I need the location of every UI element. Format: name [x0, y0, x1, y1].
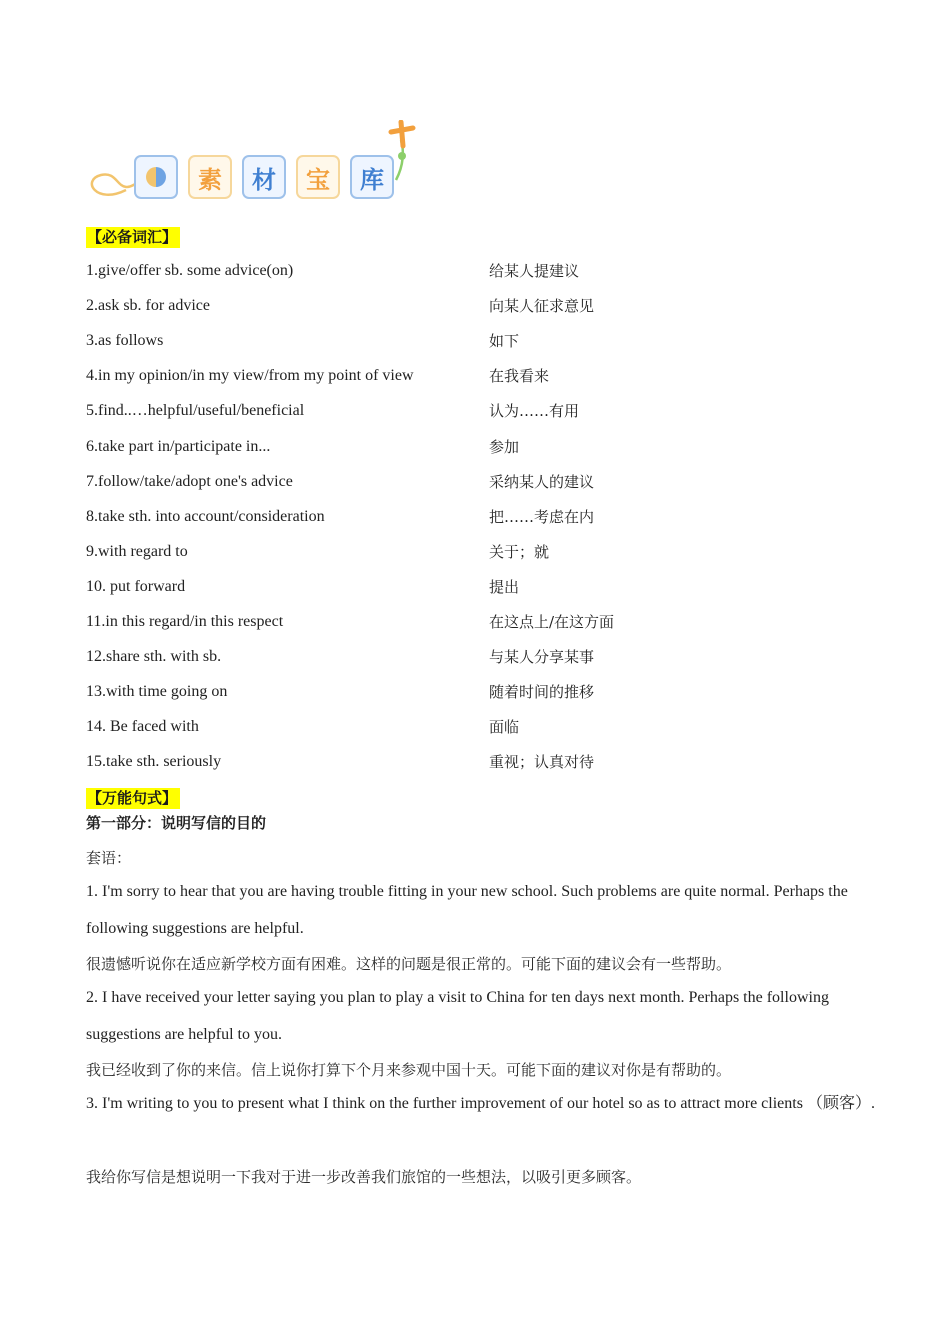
- vocab-row: [86, 259, 866, 283]
- vocab-zh: 在我看来: [489, 367, 550, 385]
- vocab-zh: 重视；认真对待: [489, 753, 595, 771]
- vocab-en: 15.take sth. seriously: [86, 753, 222, 770]
- vocab-en: 12.share sth. with sb.: [86, 648, 222, 665]
- vocab-en: 7.follow/take/adopt one's advice: [86, 473, 293, 490]
- vocab-en: 6.take part in/participate in...: [86, 438, 271, 455]
- vocab-zh: 与某人分享某事: [489, 648, 595, 666]
- vocab-en: 13.with time going on: [86, 683, 228, 700]
- vocab-en: 14. Be faced with: [86, 718, 199, 735]
- half-circle-icon: [146, 167, 166, 187]
- vocab-zh: 如下: [489, 332, 520, 350]
- sentence-en: 1. I'm sorry to hear that you are having trouble fitting in your new school. Such problems are quite normal. Perhaps the following suggestions are helpful.: [86, 883, 848, 937]
- vocab-zh: 关于；就: [489, 543, 550, 561]
- sentence-zh: 我给你写信是想说明一下我对于进一步改善我们旅馆的一些想法，以吸引更多顾客。: [86, 1168, 642, 1186]
- banner-tile: 库: [350, 155, 394, 199]
- vocab-zh: 参加: [489, 438, 520, 456]
- banner-tile: 素: [188, 155, 232, 199]
- vocab-zh: 提出: [489, 578, 520, 596]
- vocab-zh: 认为……有用: [489, 402, 580, 420]
- vocab-en: 10. put forward: [86, 578, 186, 595]
- vocab-section-tag: 【必备词汇】: [86, 227, 180, 248]
- vocab-en: 5.find..…helpful/useful/beneficial: [86, 402, 305, 419]
- banner-tile: 材: [242, 155, 286, 199]
- part-title: 第一部分：说明写信的目的: [86, 814, 267, 832]
- vocab-en: 1.give/offer sb. some advice(on): [86, 262, 294, 279]
- vocab-row: [86, 399, 866, 423]
- vocab-zh: 在这点上/在这方面: [489, 613, 615, 631]
- vocab-zh: 采纳某人的建议: [489, 473, 595, 491]
- vocab-row: [86, 750, 866, 774]
- vocab-row: [86, 329, 866, 353]
- formula-label: 套语：: [86, 849, 132, 867]
- banner-tile-circle: [134, 155, 178, 199]
- banner-logo: [86, 120, 426, 210]
- vocab-en: 4.in my opinion/in my view/from my point of view: [86, 367, 414, 384]
- vocab-en: 9.with regard to: [86, 543, 188, 560]
- sentence-en: 2. I have received your letter saying you plan to play a visit to China for ten days next month. Perhaps the following suggestions are helpful to you.: [86, 989, 829, 1043]
- vocab-row: [86, 470, 866, 494]
- vocab-row: [86, 540, 866, 564]
- vocab-row: [86, 294, 866, 318]
- vocab-en: 8.take sth. into account/consideration: [86, 508, 325, 525]
- vocab-row: [86, 505, 866, 529]
- vocab-row: [86, 364, 866, 388]
- vocab-en: 11.in this regard/in this respect: [86, 613, 284, 630]
- vocab-row: [86, 435, 866, 459]
- vocab-zh: 向某人征求意见: [489, 297, 595, 315]
- sentence-zh: 我已经收到了你的来信。信上说你打算下个月来参观中国十天。可能下面的建议对你是有帮助的。: [86, 1061, 732, 1079]
- vocab-row: [86, 715, 866, 739]
- vocab-row: [86, 575, 866, 599]
- vocab-zh: 随着时间的推移: [489, 683, 595, 701]
- vocab-row: [86, 680, 866, 704]
- vocab-zh: 给某人提建议: [489, 262, 580, 280]
- banner-tile: 宝: [296, 155, 340, 199]
- vocab-en: 2.ask sb. for advice: [86, 297, 210, 314]
- vocab-en: 3.as follows: [86, 332, 164, 349]
- sentence-zh: 很遗憾听说你在适应新学校方面有困难。这样的问题是很正常的。可能下面的建议会有一些帮助。: [86, 955, 732, 973]
- vocab-row: [86, 645, 866, 669]
- vocab-zh: 面临: [489, 718, 520, 736]
- sentence-section-tag: 【万能句式】: [86, 788, 180, 809]
- sentence-en: 3. I'm writing to you to present what I think on the further improvement of our hotel so as to attract more clients （顾客）.: [86, 1095, 875, 1112]
- vocab-zh: 把……考虑在内: [489, 508, 595, 526]
- vocab-row: [86, 610, 866, 634]
